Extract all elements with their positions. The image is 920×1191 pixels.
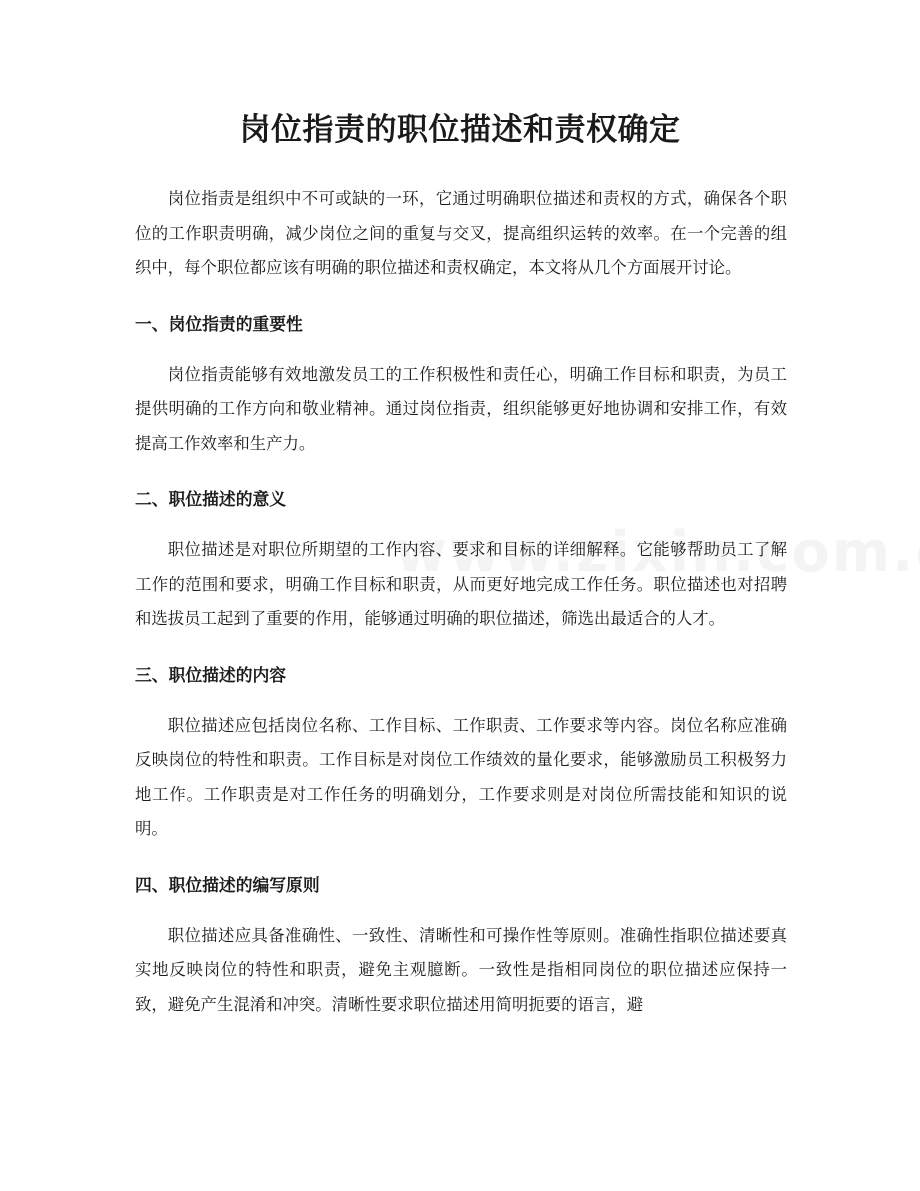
document-title: 岗位指责的职位描述和责权确定 (239, 112, 681, 148)
section-4-heading: 四、职位描述的编写原则 (135, 874, 320, 895)
section-2-paragraph: 职位描述是对职位所期望的工作内容、要求和目标的详细解释。它能够帮助员工了解工作的范围和要求，明确工作目标和职责，从而更好地完成工作任务。职位描述也对招聘和选拔员工起到了重要的作用，能够通过明确的职位描述，筛选出最适合的人才。 (135, 540, 787, 628)
section-3-paragraph: 职位描述应包括岗位名称、工作目标、工作职责、工作要求等内容。岗位名称应准确反映岗位的特性和职责。工作目标是对岗位工作绩效的量化要求，能够激励员工积极努力地工作。工作职责是对工作任务的明确划分，工作要求则是对岗位所需技能和知识的说明。 (135, 715, 787, 838)
section-3-heading: 三、职位描述的内容 (135, 664, 287, 685)
document-body (135, 182, 787, 1022)
section-1-heading: 一、岗位指责的重要性 (135, 313, 303, 334)
intro-paragraph: 岗位指责是组织中不可或缺的一环，它通过明确职位描述和责权的方式，确保各个职位的工作职责明确，减少岗位之间的重复与交叉，提高组织运转的效率。在一个完善的组织中，每个职位都应该有明确的职位描述和责权确定，本文将从几个方面展开讨论。 (135, 189, 787, 277)
section-1-paragraph: 岗位指责能够有效地激发员工的工作积极性和责任心，明确工作目标和职责，为员工提供明确的工作方向和敬业精神。通过岗位指责，组织能够更好地协调和安排工作，有效提高工作效率和生产力。 (135, 364, 787, 453)
section-2-heading: 二、职位描述的意义 (135, 489, 287, 509)
section-4-paragraph: 职位描述应具备准确性、一致性、清晰性和可操作性等原则。准确性指职位描述要真实地反映岗位的特性和职责，避免主观臆断。一致性是指相同岗位的职位描述应保持一致，避免产生混淆和冲突。清晰性要求职位描述用简明扼要的语言，避 (135, 925, 787, 1014)
